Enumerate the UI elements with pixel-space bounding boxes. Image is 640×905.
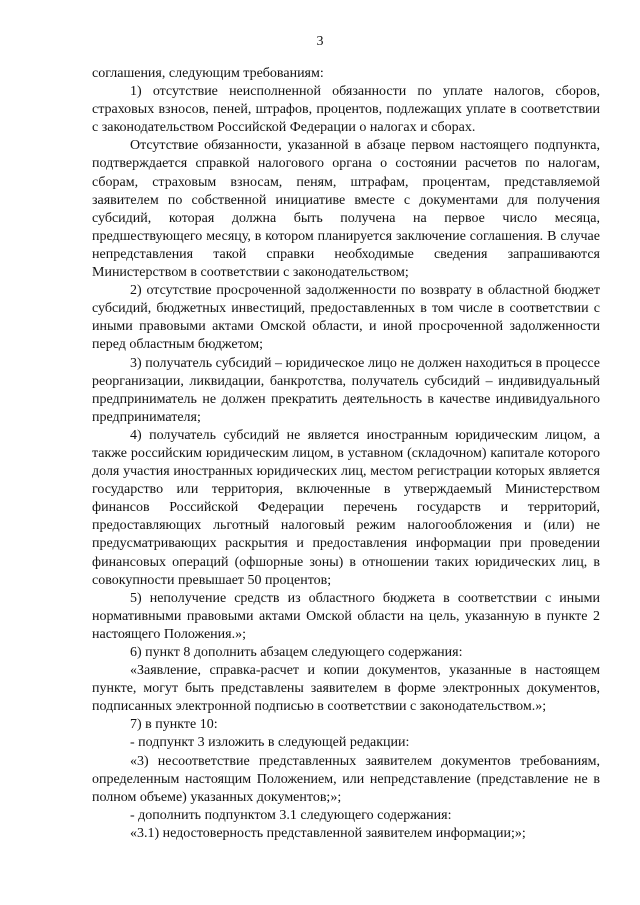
paragraph-item-1: 1) отсутствие неисполненной обязанности по уплате налогов, сборов, страховых взносов, пеней, штрафов, процентов, подлежащих уплате в соответствии с законодательством Российской Федерации о налогах и сборах. xyxy=(92,84,600,136)
page-number: 3 xyxy=(316,34,324,49)
paragraph-amendment-7-sub-2: - дополнить подпунктом 3.1 следующего содержания: xyxy=(130,807,452,823)
paragraph-amendment-7-sub-2-text: «3.1) недостоверность представленной заявителем информации;»; xyxy=(130,825,526,841)
paragraph-amendment-7-sub-1: - подпункт 3 изложить в следующей редакции: xyxy=(130,735,410,751)
paragraph-continuation: соглашения, следующим требованиям: xyxy=(92,66,324,81)
paragraph-item-4: 4) получатель субсидий не является иностранным юридическим лицом, а также российским юридическим лицом, в уставном (складочном) капитале которого доля участия иностранных юридических лиц, местом регистрации которых является государство или территория, включенные в утверждаемый Министерством финансов Российской Федерации перечень государств и территорий, предоставляющих льготный налоговый режим налогообложения и (или) не предусматривающих раскрытия и предоставления информации при проведении финансовых операций (офшорные зоны) в отношении таких юридических лиц, в совокупности превышает 50 процентов; xyxy=(92,427,600,588)
paragraph-item-2: 2) отсутствие просроченной задолженности по возврату в областной бюджет субсидий, бюджетных инвестиций, предоставленных в том числе в соответствии с иными правовыми актами Омской области, и иной просроченной задолженности перед областным бюджетом; xyxy=(92,283,600,353)
paragraph-item-1-note: Отсутствие обязанности, указанной в абзаце первом настоящего подпункта, подтверждается справкой налогового органа о состоянии расчетов по налогам, сборам, страховым взносам, пеням, штрафам, процентам, представляемой заявителем по собственной инициативе вместе с документами для получения субсидий, которая должна быть получена на первое число месяца, предшествующего месяцу, в котором планируется заключение соглашения. В случае непредставления такой справки необходимые сведения запрашиваются Министерством в соответствии с законодательством; xyxy=(92,138,600,281)
paragraph-item-3: 3) получатель субсидий – юридическое лицо не должен находиться в процессе реорганизации, ликвидации, банкротства, получатель субсидий – индивидуальный предприниматель не должен прекратить деятельность в качестве индивидуального предпринимателя; xyxy=(92,355,600,425)
paragraph-amendment-6-text: «Заявление, справка-расчет и копии документов, указанные в настоящем пункте, могут быть представлены заявителем в форме электронных документов, подписанных электронной подписью в соответствии с законодательством.»; xyxy=(92,663,600,715)
paragraph-amendment-7: 7) в пункте 10: xyxy=(130,717,218,733)
paragraph-amendment-6: 6) пункт 8 дополнить абзацем следующего содержания: xyxy=(130,645,463,660)
document-body xyxy=(92,65,600,843)
paragraph-amendment-7-sub-1-text: «3) несоответствие представленных заявителем документов требованиям, определенным настоящим Положением, или непредставление (представление не в полном объеме) указанных документов;»; xyxy=(92,753,600,805)
paragraph-item-5: 5) неполучение средств из областного бюджета в соответствии с иными нормативными правовыми актами Омской области на цель, указанную в пункте 2 настоящего Положения.»; xyxy=(92,590,600,642)
